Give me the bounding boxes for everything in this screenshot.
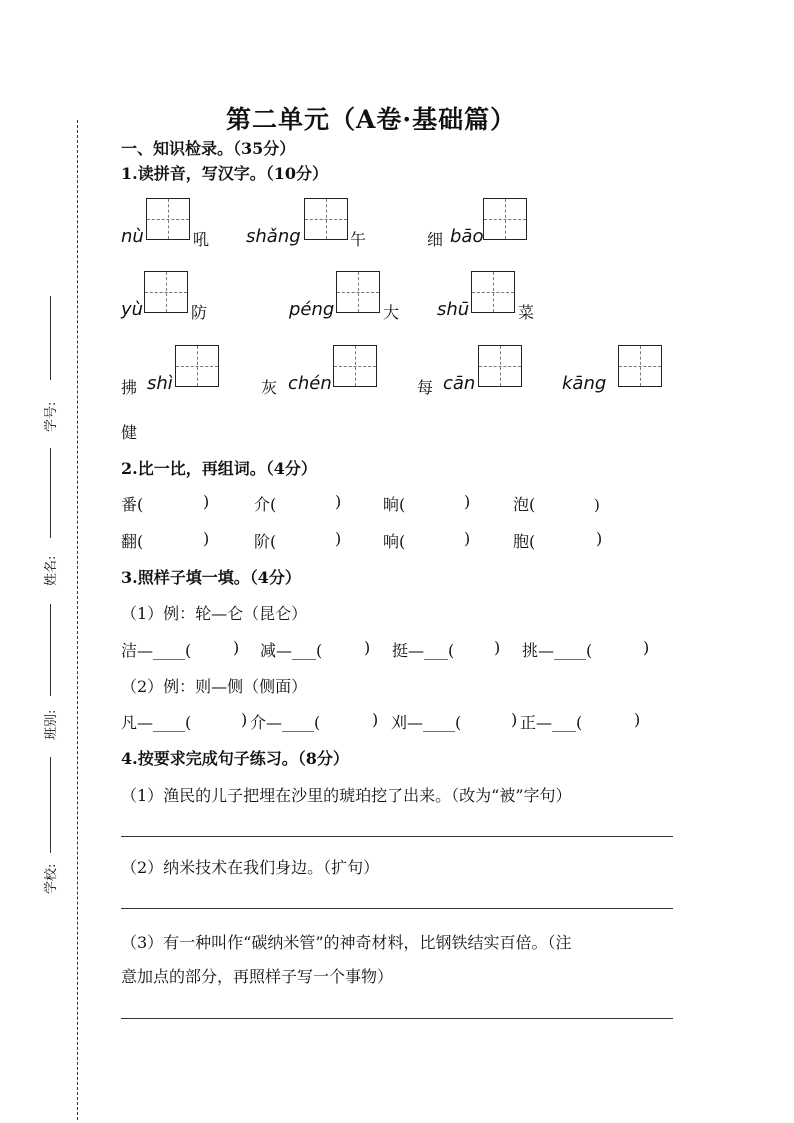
tianzige-box-3[interactable] [483,198,527,240]
pinyin-peng: péng [289,299,335,320]
q3-item-4: 挑—____( [522,641,593,660]
q3-item-3: 挺—___( [392,641,455,660]
q2-close-3: ) [464,492,471,511]
name-label: 姓名: [44,555,59,586]
q3-close-5: ) [241,710,248,729]
q3-heading: 3.照样子填一填。（4分） [121,568,301,587]
char-fang: 防 [191,303,208,322]
q3-item-7: 刈—____( [391,713,462,732]
q3-item-6: 介—____( [250,713,321,732]
name-blank-line [50,448,51,538]
class-label: 班别: [44,709,59,740]
pinyin-kang: kāng [562,373,607,394]
pinyin-can: cān [443,373,476,394]
q3-example-2: （2）例：则—侧（侧面） [121,677,308,696]
q2-close-6: ) [335,529,342,548]
q2-word-1: 番( [121,495,144,514]
q2-word-3: 晌( [383,495,406,514]
answer-line-1[interactable] [121,836,673,837]
q4-sentence-3-line-1: （3）有一种叫作“碳纳米管”的神奇材料，比钢铁结实百倍。（注 [121,933,572,952]
school-blank-line [50,757,51,853]
char-hui: 灰 [261,378,278,397]
q3-example-1: （1）例：轮—仑（昆仑） [121,604,308,623]
q4-sentence-3-line-2: 意加点的部分，再照样子写一个事物） [121,967,394,986]
tianzige-box-5[interactable] [336,271,380,313]
section-heading: 一、知识检录。（35分） [121,139,296,158]
char-hou: 吼 [193,230,210,249]
q3-item-2: 减—___( [260,641,323,660]
q2-close-7: ) [464,529,471,548]
q2-close-2: ) [335,492,342,511]
student-id-blank-line [50,296,51,380]
q2-word-5: 翻( [121,532,144,551]
page-title: 第二单元（A卷·基础篇） [226,105,517,134]
tianzige-box-7[interactable] [175,345,219,387]
q2-close-5: ) [203,529,210,548]
pinyin-shu: shū [437,299,470,320]
pinyin-nu: nù [121,226,144,247]
q2-close-4: ) [594,496,600,514]
q2-close-1: ) [203,492,210,511]
q2-word-7: 响( [383,532,406,551]
pinyin-shang: shǎng [246,226,301,247]
pinyin-shi: shì [147,373,173,394]
char-wu: 午 [350,230,367,249]
char-jian: 健 [121,423,138,442]
char-cai: 菜 [518,303,535,322]
q2-word-2: 介( [254,495,277,514]
tianzige-box-8[interactable] [333,345,377,387]
char-xi: 细 [427,230,444,249]
q3-item-5: 凡—____( [121,713,192,732]
pinyin-yu: yù [121,299,144,320]
tianzige-box-6[interactable] [471,271,515,313]
tianzige-box-2[interactable] [304,198,348,240]
pinyin-chen: chén [288,373,332,394]
answer-line-3[interactable] [121,1018,673,1019]
q2-close-8: ) [596,529,603,548]
q4-sentence-2: （2）纳米技术在我们身边。（扩句） [121,858,380,877]
q3-close-8: ) [634,710,641,729]
student-id-label: 学号: [44,401,59,432]
q4-sentence-1: （1）渔民的儿子把埋在沙里的琥珀挖了出来。（改为“被”字句） [121,786,572,805]
q1-heading: 1.读拼音，写汉字。（10分） [121,164,328,183]
q3-close-6: ) [372,710,379,729]
q4-heading: 4.按要求完成句子练习。（8分） [121,749,349,768]
q2-heading: 2.比一比，再组词。（4分） [121,459,317,478]
binding-dashed-line [77,120,78,1120]
q3-close-4: ) [643,638,650,657]
char-fu: 拂 [121,378,138,397]
q3-close-3: ) [494,638,501,657]
q2-word-8: 胞( [513,532,536,551]
q3-item-1: 洁—____( [121,641,192,660]
q3-close-1: ) [233,638,240,657]
q2-word-4: 泡( [513,495,536,514]
q3-close-7: ) [511,710,518,729]
answer-line-2[interactable] [121,908,673,909]
tianzige-box-1[interactable] [146,198,190,240]
tianzige-box-9[interactable] [478,345,522,387]
q2-word-6: 阶( [254,532,277,551]
class-blank-line [50,604,51,696]
q3-item-8: 正—___( [520,713,583,732]
pinyin-bao: bāo [450,226,484,247]
char-da: 大 [383,303,400,322]
school-label: 学校: [44,863,59,894]
tianzige-box-4[interactable] [144,271,188,313]
q3-close-2: ) [364,638,371,657]
char-mei: 每 [417,378,434,397]
tianzige-box-10[interactable] [618,345,662,387]
